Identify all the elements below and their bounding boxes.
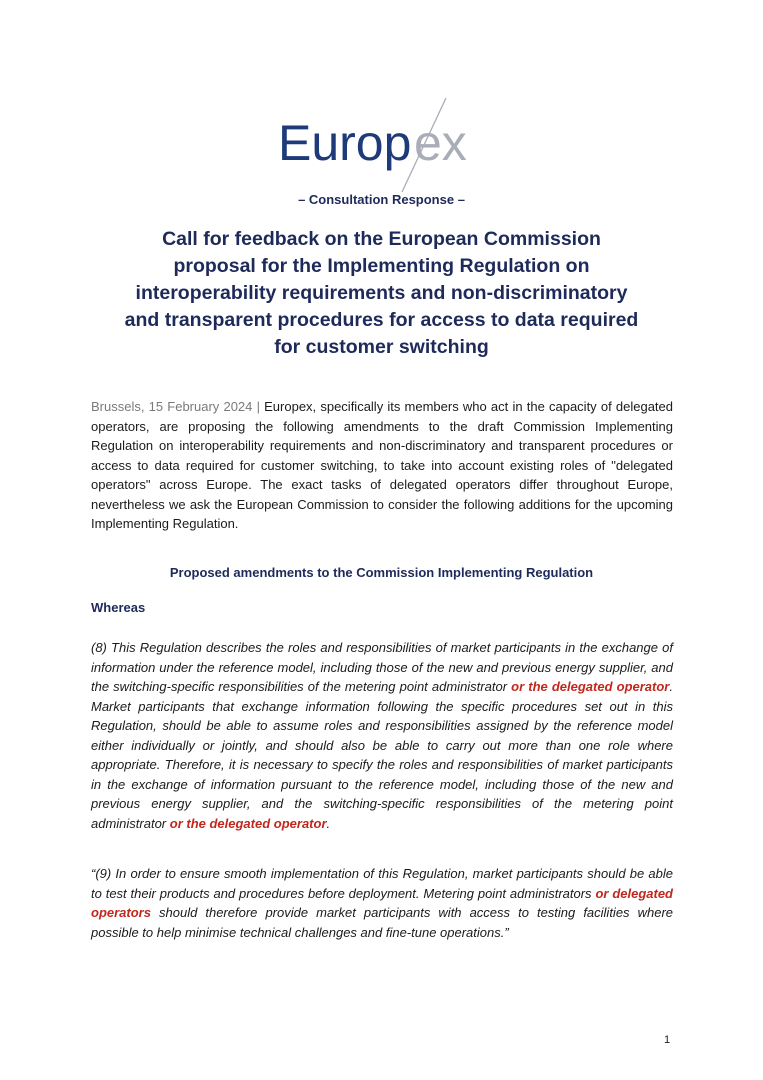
logo-text-main: Europ (278, 115, 412, 171)
recital-8-text: . Market participants that exchange information following the specific procedures set out in this Regulation, should be able to assume roles and responsibilities assigned by the reference model either individually or jointly, and should also be able to carry out more than one role where appropriate. Therefore, it is necessary to specify the roles and responsibilities of market participants in the exchange of information pursuant to the reference model, including those of the new and previous energy supplier, and the switching-specific responsibilities of the metering point administrator (91, 679, 673, 831)
recital-8-text: (8) This Regulation describes the roles and responsibilities of market participants in the exchange of information under the reference model, including those of the new and previous energy supplier, and the switching-specific responsibilities of the metering point administrator (91, 640, 673, 694)
recital-9-text: “(9) In order to ensure smooth implementation of this Regulation, market participants should be able to test their products and procedures before deployment. Metering point administrators (91, 866, 673, 901)
title-line: Call for feedback on the European Commission (162, 228, 601, 250)
recital-9 (91, 864, 673, 942)
whereas-heading: Whereas (91, 600, 146, 615)
amendment-highlight: or delegated operators (91, 885, 673, 920)
recital-8 (91, 638, 673, 833)
recital-8-text: . (326, 815, 331, 831)
intro-text: Europex, specifically its members who act in the capacity of delegated operators, are proposing the following amendments to the draft Commission Implementing Regulation on interoperability requirements and non-discriminatory and transparent procedures or access to data required for customer switching, to take into account existing roles of "delegated operators" across Europe. The exact tasks of delegated operators differ throughout Europe, nevertheless we ask the European Commission to consider the following additions for the upcoming Implementing Regulation. (91, 399, 673, 531)
title-line: proposal for the Implementing Regulation on (173, 255, 590, 277)
page-number: 1 (664, 1034, 671, 1046)
title-line: interoperability requirements and non-discriminatory (135, 282, 628, 304)
dateline: Brussels, 15 February 2024 | (91, 399, 260, 414)
document-subtitle: – Consultation Response – (298, 192, 465, 207)
amendment-highlight: or the delegated operator (169, 815, 327, 831)
europex-logo (278, 98, 488, 192)
section-heading: Proposed amendments to the Commission Implementing Regulation (169, 565, 594, 580)
title-line: for customer switching (274, 336, 489, 358)
recital-9-text: should therefore provide market participants with access to testing facilities where possible to help minimise technical challenges and fine-tune operations.” (91, 905, 673, 940)
intro-paragraph (91, 397, 673, 534)
amendment-highlight: or the delegated operator (511, 679, 670, 694)
title-line: and transparent procedures for access to data required (124, 309, 639, 331)
document-title (70, 226, 693, 361)
logo-text-accent: ex (414, 115, 467, 171)
